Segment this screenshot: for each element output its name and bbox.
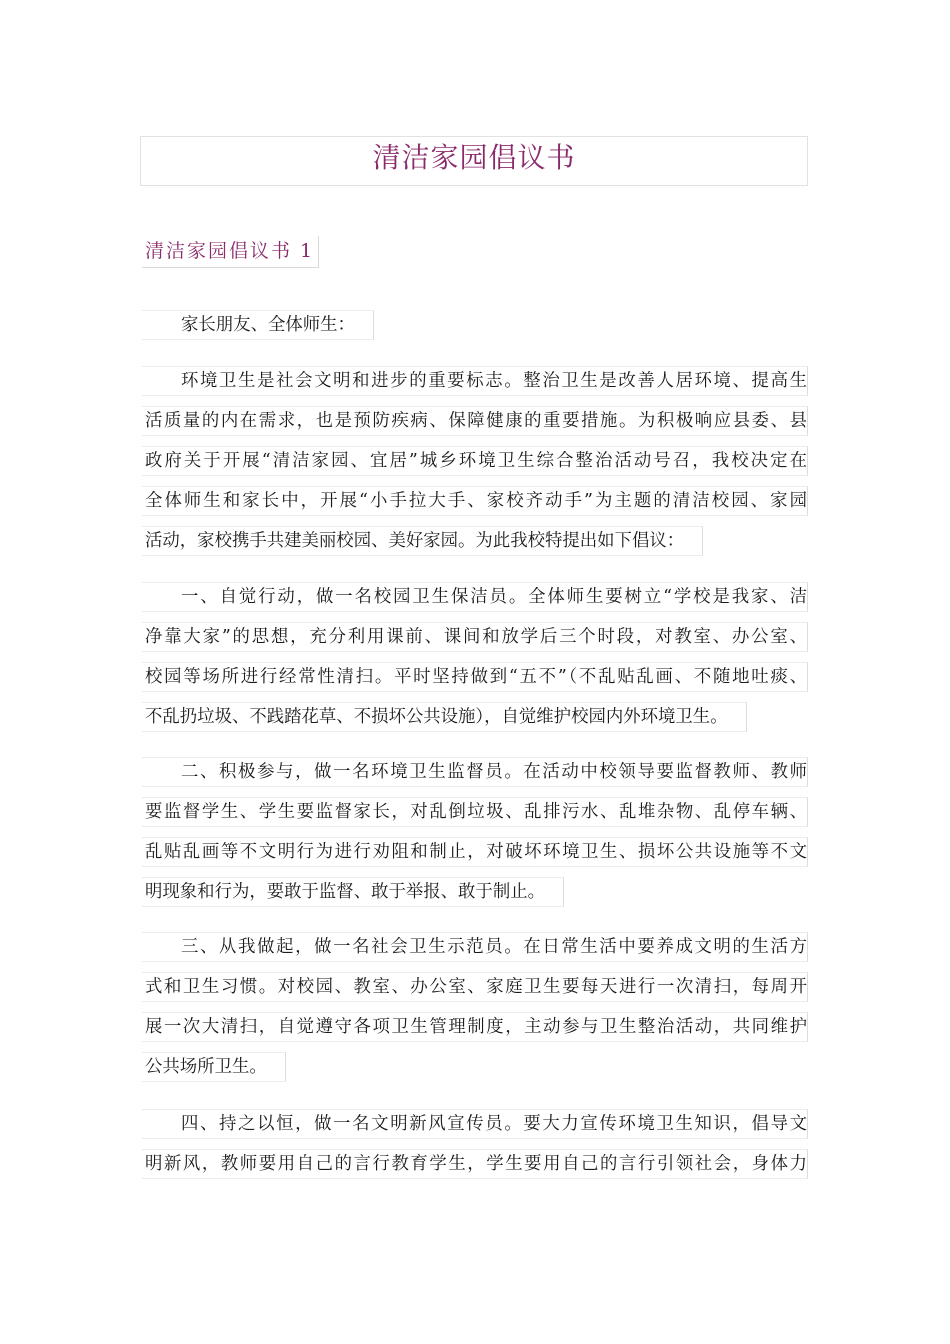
document-title-box — [140, 136, 808, 186]
text-line: 公共场所卫生。 — [142, 1052, 286, 1082]
text-line: 四、持之以恒，做一名文明新风宣传员。要大力宣传环境卫生知识，倡导文 — [142, 1109, 808, 1139]
text-line: 校园等场所进行经常性清扫。平时坚持做到“五不”（不乱贴乱画、不随地吐痰、 — [142, 662, 808, 692]
paragraph-item-2 — [142, 757, 808, 911]
text-line: 一、自觉行动，做一名校园卫生保洁员。全体师生要树立“学校是我家、洁 — [142, 582, 808, 612]
text-line: 环境卫生是社会文明和进步的重要标志。整治卫生是改善人居环境、提高生 — [142, 366, 808, 396]
text-line: 要监督学生、学生要监督家长，对乱倒垃圾、乱排污水、乱堆杂物、乱停车辆、 — [142, 797, 808, 827]
text-line: 净靠大家”的思想，充分利用课前、课间和放学后三个时段，对教室、办公室、 — [142, 622, 808, 652]
text-line: 式和卫生习惯。对校园、教室、办公室、家庭卫生要每天进行一次清扫，每周开 — [142, 972, 808, 1002]
paragraph-item-4 — [142, 1109, 808, 1179]
paragraph-intro — [142, 366, 808, 560]
paragraph-item-1 — [142, 582, 808, 736]
text-line: 不乱扔垃圾、不践踏花草、不损坏公共设施），自觉维护校园内外环境卫生。 — [142, 702, 747, 732]
text-line: 明新风，教师要用自己的言行教育学生，学生要用自己的言行引领社会，身体力 — [142, 1149, 808, 1179]
greeting-line: 家长朋友、全体师生： — [142, 310, 374, 340]
text-line: 活动，家校携手共建美丽校园、美好家园。为此我校特提出如下倡议： — [142, 526, 703, 556]
document-title: 清洁家园倡议书 — [372, 141, 576, 174]
text-line: 政府关于开展“清洁家园、宜居”城乡环境卫生综合整治活动号召，我校决定在 — [142, 446, 808, 476]
text-line: 全体师生和家长中，开展“小手拉大手、家校齐动手”为主题的清洁校园、家园 — [142, 486, 808, 516]
greeting-paragraph — [142, 310, 808, 344]
text-line: 展一次大清扫，自觉遵守各项卫生管理制度，主动参与卫生整治活动，共同维护 — [142, 1012, 808, 1042]
paragraph-item-3 — [142, 932, 808, 1086]
text-line: 二、积极参与，做一名环境卫生监督员。在活动中校领导要监督教师、教师 — [142, 757, 808, 787]
section-heading: 清洁家园倡议书 1 — [142, 236, 319, 268]
text-line: 乱贴乱画等不文明行为进行劝阻和制止，对破坏环境卫生、损坏公共设施等不文 — [142, 837, 808, 867]
text-line: 三、从我做起，做一名社会卫生示范员。在日常生活中要养成文明的生活方 — [142, 932, 808, 962]
text-line: 活质量的内在需求，也是预防疾病、保障健康的重要措施。为积极响应县委、县 — [142, 406, 808, 436]
text-line: 明现象和行为，要敢于监督、敢于举报、敢于制止。 — [142, 877, 564, 907]
